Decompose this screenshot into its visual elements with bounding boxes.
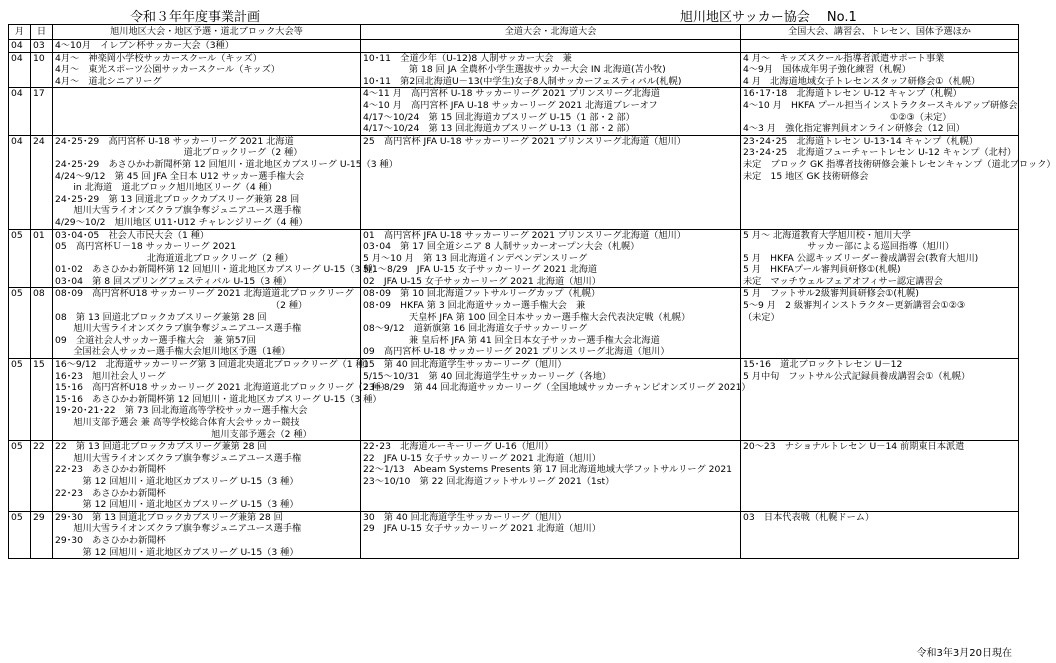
event-line: 03･04･05 社会人市民大会（1 種） (55, 229, 210, 241)
event-line: 4 月 北海道地域女子トレセンスタッフ研修会①（札幌） (743, 75, 981, 87)
event-line: in 北海道 道北ブロック旭川地区リーグ（4 種） (55, 182, 278, 194)
event-line: 4/17～10/24 第 15 回北海道カブスリーグ U-15（1 部・2 部） (363, 111, 635, 123)
event-line: 第 12 回旭川・道北地区カブスリーグ U-15（3 種） (55, 546, 299, 558)
event-line: 全国社会人サッカー選手権大会旭川地区予選（1種） (55, 346, 291, 358)
event-line: 16･17･18 北海道トレセン U-12 キャンプ（札幌） (743, 88, 962, 100)
event-line: 15･16 高円宮杯U18 サッカーリーグ 2021 北海道道北ブロックリーグ（2 種） (55, 382, 390, 394)
event-line: 08 第 13 回道北ブロックカブスリーグ兼第 28 回 (55, 311, 267, 323)
table-row (9, 511, 1019, 558)
table-row (9, 359, 1019, 441)
event-line: 旭川支部予選会 兼 高等学校総合体育大会サッカー競技 (55, 417, 300, 428)
event-line: 5 月 HKFAプール審判員研修①(札幌) (743, 264, 901, 276)
hokkaido-events-cell (361, 359, 751, 441)
day-cell: 08 (31, 288, 53, 359)
header-local-events: 旭川地区大会・地区予選・道北ブロック大会等 (53, 25, 361, 40)
event-line: 19･20･21･22 第 73 回北海道高等学校サッカー選手権大会 (55, 405, 308, 417)
event-line: 30 第 40 回北海道学生サッカーリーグ（旭川） (363, 511, 567, 523)
day-cell: 17 (31, 88, 53, 135)
event-line: 北海道道北ブロックリーグ（2 種） (55, 252, 294, 264)
event-line: 29･30 第 13 回道北ブロックカブスリーグ兼第 28 回 (55, 511, 283, 523)
event-line: 22･23 あさひかわ新聞杯 (55, 487, 166, 499)
event-line: 4/29～10/2 旭川地区 U11･U12 チャレンジリーグ（4 種） (55, 216, 308, 228)
event-line: 道北ブロックリーグ（2 種） (55, 147, 303, 159)
event-line: 4～11 月 高円宮杯 U-18 サッカーリーグ 2021 プリンスリーグ北海道 (363, 88, 660, 100)
event-line: 08･09 高円宮杯U18 サッカーリーグ 2021 北海道道北ブロックリーグ (55, 288, 354, 300)
local-events-cell (53, 288, 361, 359)
local-events-cell (53, 52, 361, 88)
header-hokkaido-events: 全道大会・北海道大会 (361, 25, 741, 40)
day-cell: 22 (31, 441, 53, 512)
event-line: 第 18 回 JA 全農杯小学生選抜サッカー大会 IN 北海道(苫小牧) (363, 64, 666, 76)
event-line: 5 月～ 北海道教育大学旭川校・旭川大学 (743, 229, 911, 241)
local-events-cell (53, 40, 361, 53)
event-line: 22･23 北海道ルーキーリーグ U-16（旭川） (363, 441, 554, 453)
event-line: 5/1～8/29 JFA U-15 女子サッカーリーグ 2021 北海道 (363, 264, 598, 276)
event-line: 10･11 全道少年（U-12)8 人制サッカー大会 兼 (363, 52, 572, 64)
event-line: 09 高円宮杯 U-18 サッカーリーグ 2021 プリンスリーグ北海道（旭川） (363, 346, 670, 358)
hokkaido-events-cell (361, 441, 741, 512)
day-cell: 10 (31, 52, 53, 88)
local-events-cell (53, 441, 361, 512)
national-events-cell (741, 135, 1056, 229)
event-line: 03 日本代表戦（札幌ドーム） (743, 511, 875, 523)
event-line: 5/15～10/31 第 40 回北海道学生サッカーリーグ（各地） (363, 370, 612, 382)
event-line: 5 月中旬 フットサル公式記録員養成講習会①（札幌） (743, 370, 971, 382)
event-line: 第 12 回旭川・道北地区カブスリーグ U-15（3 種） (55, 475, 299, 487)
event-line: 4～10月 イレブン杯サッカー大会（3種） (55, 40, 235, 51)
event-line: 08･09 HKFA 第 3 回北海道サッカー選手権大会 兼 (363, 300, 586, 312)
title-row (0, 6, 1024, 24)
event-line: 5 月 フットサル2級審判員研修会①(札幌) (743, 288, 919, 300)
hokkaido-events-cell (361, 135, 741, 229)
event-line: 23～10/10 第 22 回北海道フットサルリーグ 2021（1st） (363, 475, 615, 487)
hokkaido-events-cell (361, 288, 741, 359)
month-cell: 05 (9, 359, 31, 441)
event-line: 23～8/29 第 44 回北海道サッカーリーグ（全国地域サッカーチャンピオンズリーグ 2021） (363, 382, 751, 394)
national-events-cell (741, 441, 1019, 512)
event-line: 4～10 月 HKFA プール担当インストラクタースキルアップ研修会 (743, 99, 1018, 111)
table-row (9, 229, 1019, 288)
day-cell: 01 (31, 229, 53, 288)
event-line: 4/17～10/24 第 13 回北海道カブスリーグ U-13（1 部・2 部） (363, 123, 635, 135)
table-row (9, 88, 1019, 135)
event-line: 22～1/13 Abeam Systems Presents 第 17 回北海道地域大学フットサルリーグ 2021 (363, 464, 733, 476)
event-line: サッカー部による巡回指導（旭川） (743, 241, 955, 253)
event-line: 旭川大雪ライオンズクラブ旗争奪ジュニアユース選手権 (55, 323, 302, 335)
event-line: 01 高円宮杯 JFA U-18 サッカーリーグ 2021 プリンスリーグ北海道（旭川） (363, 229, 686, 241)
event-line: 4月～ 道北シニアリーグ (55, 75, 162, 87)
event-line: 4/24～9/12 第 45 回 JFA 全日本 U12 サッカー選手権大会 (55, 170, 305, 182)
as-of-date: 令和3年3月20日現在 (916, 648, 1012, 659)
month-cell: 05 (9, 441, 31, 512)
national-events-cell (741, 40, 1019, 53)
header-row (9, 25, 1019, 40)
month-cell: 05 (9, 511, 31, 558)
event-line: 29 JFA U-15 女子サッカーリーグ 2021 北海道（旭川） (363, 523, 601, 535)
event-line: 未定 15 地区 GK 技術研修会 (743, 170, 869, 182)
schedule-body (9, 40, 1056, 559)
event-line: 4月～ 神楽岡小学校サッカースクール（キッズ） (55, 52, 262, 64)
event-line: 22･23 あさひかわ新聞杯 (55, 464, 166, 476)
event-line: 旭川大雪ライオンズクラブ旗争奪ジュニアユース選手権 (55, 523, 302, 535)
hokkaido-events-cell (361, 88, 741, 135)
month-cell: 05 (9, 288, 31, 359)
header-month: 月 (9, 25, 31, 40)
month-cell: 04 (9, 135, 31, 229)
month-cell: 04 (9, 52, 31, 88)
event-line: 03･04 第 17 回全道シニア 8 人制サッカーオープン大会（札幌） (363, 241, 640, 253)
event-line: 24･25･29 高円宮杯 U-18 サッカーリーグ 2021 北海道 (55, 135, 294, 147)
event-line: 25 高円宮杯 JFA U-18 サッカーリーグ 2021 プリンスリーグ北海道（旭川） (363, 135, 686, 147)
day-cell: 29 (31, 511, 53, 558)
event-line: 5 月～10 月 第 13 回北海道インデペンデンスリーグ (363, 252, 588, 264)
local-events-cell (53, 229, 382, 288)
hokkaido-events-cell (361, 52, 741, 88)
event-line: 5 月 HKFA 公認キッズリーダー養成講習会(教育大旭川) (743, 252, 979, 264)
national-events-cell (741, 229, 1019, 288)
day-cell: 15 (31, 359, 53, 441)
event-line: 旭川大雪ライオンズクラブ旗争奪ジュニアユース選手権 (55, 205, 302, 217)
event-line: 08～9/12 道新旗第 16 回北海道女子サッカーリーグ (363, 323, 588, 335)
event-line: ①②③（未定） (743, 111, 952, 123)
month-cell: 04 (9, 88, 31, 135)
event-line: 4 月～ キッズスクール指導者派遣サポート事業 (743, 52, 945, 64)
event-line: 4～10 月 高円宮杯 JFA U-18 サッカーリーグ 2021 北海道ブレーオフ (363, 99, 658, 111)
event-line: 未定 ブロック GK 指導者技術研修会兼トレセンキャンプ（道北ブロック） (743, 158, 1056, 170)
event-line: 旭川大雪ライオンズクラブ旗争奪ジュニアユース選手権 (55, 452, 302, 464)
event-line: 15 第 40 回北海道学生サッカーリーグ（旭川） (363, 359, 567, 371)
event-line: 29･30 あさひかわ新聞杯 (55, 534, 166, 546)
event-line: 15･16 あさひかわ新聞杯第 12 回旭川・道北地区カブスリーグ U-15（3 種） (55, 393, 382, 405)
event-line: 23･24･25 北海道フューチャートレセン U-12 キャンプ（北村） (743, 147, 1017, 159)
event-line: 09 全道社会人サッカー選手権大会 兼 第57回 (55, 334, 256, 346)
table-row (9, 441, 1019, 512)
schedule-table (8, 24, 1056, 559)
event-line: 4～3 月 強化指定審判員オンライン研修会（12 回） (743, 123, 965, 135)
national-events-cell (741, 52, 1019, 88)
event-line: 4月～ 東光スポーツ公園サッカースクール（キッズ） (55, 64, 280, 76)
local-events-cell (53, 135, 398, 229)
table-row (9, 40, 1019, 53)
day-cell: 03 (31, 40, 53, 53)
event-line: 16･23 旭川社会人リーグ (55, 370, 166, 382)
event-line: 23･24･25 北海道トレセン U-13･14 キャンプ（札幌） (743, 135, 979, 147)
national-events-cell (741, 288, 1019, 359)
event-line: （未定） (743, 311, 780, 323)
local-events-cell (53, 88, 361, 135)
event-line: 4～9月 国体成年男子強化練習（札幌） (743, 64, 911, 76)
table-row (9, 52, 1019, 88)
event-line: 03･04 第 8 回スプリングフェスティバル U-15（3 種） (55, 275, 292, 287)
event-line: 08･09 第 10 回北海道フットサルリーグカップ（札幌） (363, 288, 601, 300)
local-events-cell (53, 359, 390, 441)
page-title: 令和３年年度事業計画 (130, 10, 261, 25)
table-row (9, 288, 1019, 359)
event-line: 第 12 回旭川・道北地区カブスリーグ U-15（3 種） (55, 499, 299, 511)
event-line: 未定 マッチウェルフェアオフィサー認定講習会 (743, 275, 943, 287)
event-line: 05 高円宮杯Ｕ－18 サッカーリーグ 2021 (55, 241, 237, 253)
event-line: 22 JFA U-15 女子サッカーリーグ 2021 北海道（旭川） (363, 452, 601, 464)
event-line: 5～9 月 2 級審判インストラクター更新講習会①②③ (743, 300, 966, 312)
header-day: 日 (31, 25, 53, 40)
month-cell: 05 (9, 229, 31, 288)
event-line: 22 第 13 回道北ブロックカブスリーグ兼第 28 回 (55, 441, 267, 453)
event-line: 01･02 あさひかわ新聞杯第 12 回旭川・道北地区カブスリーグ U-15（3 種） (55, 264, 382, 276)
national-events-cell (741, 511, 1019, 558)
hokkaido-events-cell (361, 40, 741, 53)
national-events-cell (741, 88, 1019, 135)
event-line: 02 JFA U-15 女子サッカーリーグ 2021 北海道（旭川） (363, 275, 601, 287)
organization-name: 旭川地区サッカー協会 No.1 (680, 10, 857, 25)
event-line: 10･11 第2回北海道U－13(中学生)女子8人制サッカーフェスティバル(札幌) (363, 75, 682, 87)
event-line: 天皇杯 JFA 第 100 回全日本サッカー選手権大会代表決定戦（札幌） (363, 311, 691, 323)
hokkaido-events-cell (361, 511, 741, 558)
local-events-cell (53, 511, 361, 558)
event-line: 16～9/12 北海道サッカーリーグ第 3 回道北央道北ブロックリーグ（1 種） (55, 359, 374, 371)
hokkaido-events-cell (361, 229, 741, 288)
day-cell: 24 (31, 135, 53, 229)
month-cell: 04 (9, 40, 31, 53)
table-row (9, 135, 1019, 229)
event-line: 兼 皇后杯 JFA 第 41 回全日本女子サッカー選手権大会北海道 (363, 334, 660, 346)
national-events-cell (741, 359, 1019, 441)
header-national-events: 全国大会、講習会、トレセン、国体予選ほか (741, 25, 1019, 40)
event-line: 15･16 道北ブロックトレセン U－12 (743, 359, 903, 371)
event-line: 24･25･29 あさひかわ新聞杯第 12 回旭川・道北地区カブスリーグ U-15（3 種） (55, 158, 398, 170)
event-line: （2 種） (55, 300, 308, 312)
event-line: 旭川支部予選会（2 種） (55, 428, 312, 440)
event-line: 24･25･29 第 13 回道北ブロックカブスリーグ兼第 28 回 (55, 193, 300, 205)
event-line: 20～23 ナショナルトレセン U－14 前期東日本派遣 (743, 441, 965, 453)
